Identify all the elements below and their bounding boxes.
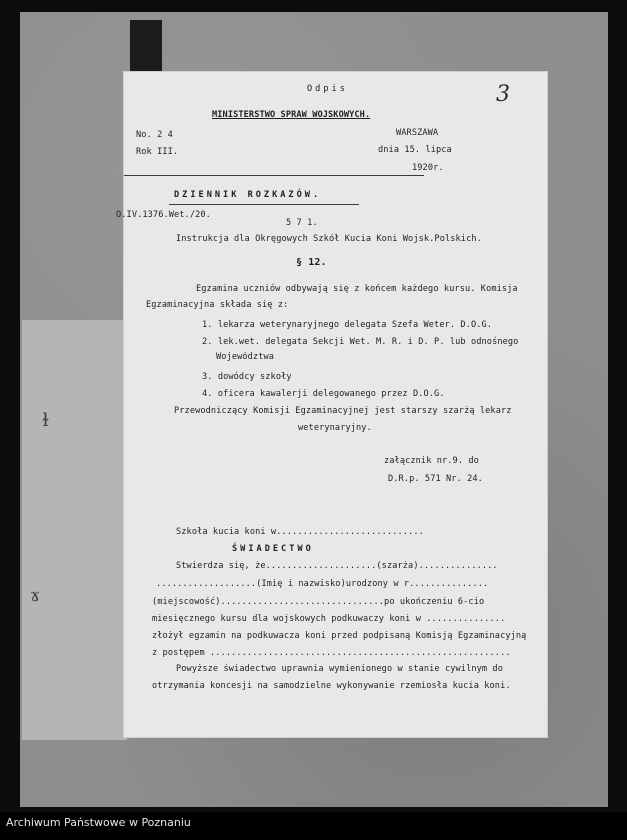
certificate-line: z postępem .........................................................	[152, 648, 511, 658]
closing-line: otrzymania koncesji na samodzielne wykonywanie rzemiosła kucia koni.	[152, 681, 511, 691]
body-line: 1. lekarza weterynaryjnego delegata Szefa Weter. D.O.G.	[202, 320, 493, 330]
issue-date: dnia 15. lipca	[378, 145, 452, 155]
certificate-title: ŚWIADECTWO	[232, 544, 314, 554]
certificate-line: złożył egzamin na podkuwacza koni przed podpisaną Komisją Egzaminacyjną	[152, 631, 527, 641]
issue-city: WARSZAWA	[396, 128, 439, 138]
body-line: 4. oficera kawalerji delegowanego przez D.O.G.	[202, 389, 445, 399]
issue-year: Rok III.	[136, 147, 179, 157]
dziennik-title: DZIENNIK ROZKAZÓW.	[174, 190, 322, 200]
scrawl-mark: ɤ	[30, 585, 41, 606]
attachment-line: załącznik nr.9. do	[384, 456, 479, 466]
body-line: Egzaminacyjna składa się z:	[146, 300, 289, 310]
certificate-line: (miejscowość)...............................po ukończeniu 6-cio	[152, 597, 485, 607]
body-line: Egzamina uczniów odbywają się z końcem każdego kursu. Komisja	[196, 284, 518, 294]
school-line: Szkoła kucia koni w............................	[176, 527, 424, 537]
dziennik-underline	[169, 204, 359, 205]
closing-line: Powyższe świadectwo uprawnia wymienionego w stanie cywilnym do	[176, 664, 503, 674]
page-number: 3	[496, 82, 510, 107]
archive-credit: Archiwum Państwowe w Poznaniu	[6, 816, 191, 829]
reference-number: O.IV.1376.Wet./20.	[116, 210, 211, 220]
section-number: § 12.	[296, 257, 327, 268]
issue-number: No. 2 4	[136, 130, 173, 140]
order-number: 5 7 1.	[286, 218, 318, 228]
certificate-line: ...................(Imię i nazwisko)urodzony w r...............	[156, 579, 489, 589]
body-line: Przewodniczący Komisji Egzaminacyjnej jest starszy szarżą lekarz	[174, 406, 512, 416]
header-rule	[124, 175, 424, 176]
body-line: weterynaryjny.	[298, 423, 372, 433]
ministry-title: MINISTERSTWO SPRAW WOJSKOWYCH.	[212, 110, 371, 120]
issue-year-date: 1920r.	[412, 163, 444, 173]
attachment-line: D.R.p. 571 Nr. 24.	[388, 474, 483, 484]
instruction-title: Instrukcja dla Okręgowych Szkół Kucia Koni Wojsk.Polskich.	[176, 234, 482, 244]
underlying-sheet	[22, 320, 127, 740]
certificate-line: Stwierdza się, że.....................(szarża)...............	[176, 561, 498, 571]
certificate-line: miesięcznego kursu dla wojskowych podkuwaczy koni w ...............	[152, 614, 506, 624]
body-line: 2. lek.wet. delegata Sekcji Wet. M. R. i D. P. lub odnośnego	[202, 337, 519, 347]
scrawl-mark: ɫ	[42, 410, 49, 431]
body-line: 3. dowódcy szkoły	[202, 372, 292, 382]
document-page	[116, 72, 547, 737]
body-line: Województwa	[216, 352, 275, 362]
odpis-label: Odpis	[307, 84, 348, 94]
